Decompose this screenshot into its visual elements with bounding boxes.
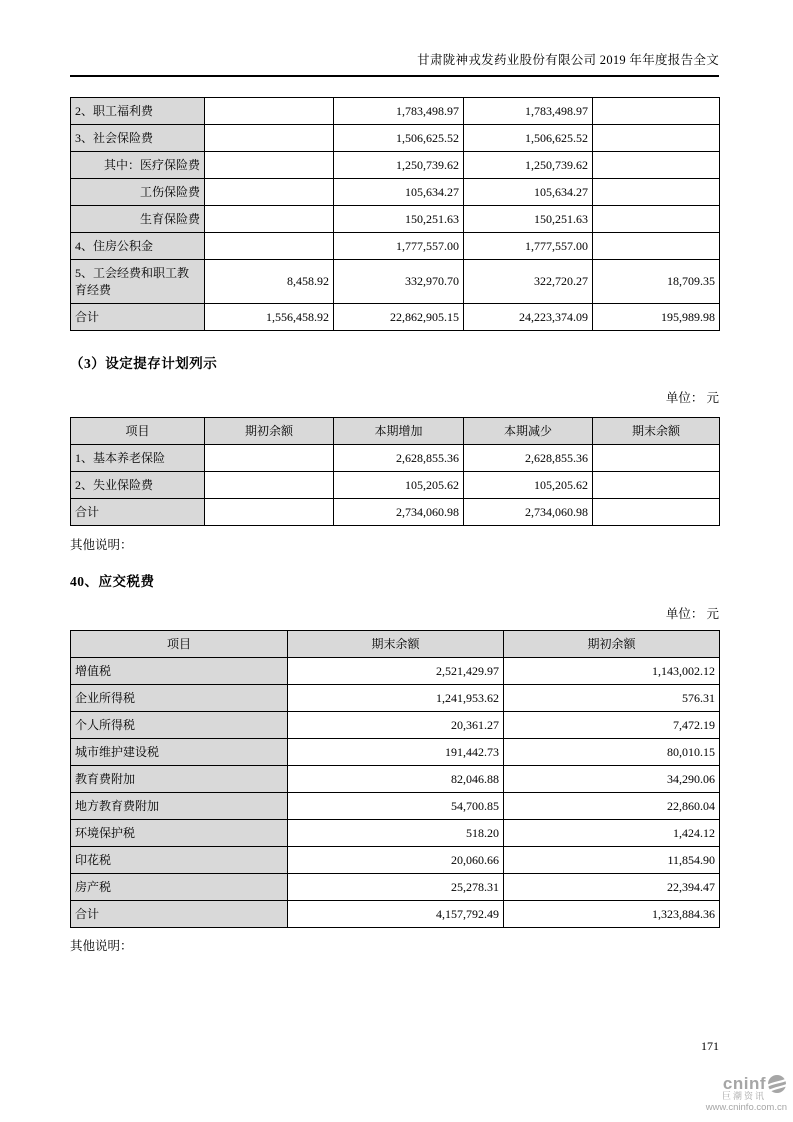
row-label: 4、住房公积金 xyxy=(71,233,205,260)
table-row xyxy=(71,847,720,874)
cell-value: 1,143,002.12 xyxy=(504,658,720,685)
cell-value xyxy=(205,206,334,233)
cell-value: 2,521,429.97 xyxy=(288,658,504,685)
cell-value: 20,060.66 xyxy=(288,847,504,874)
cell-value: 4,157,792.49 xyxy=(288,901,504,928)
cell-value xyxy=(205,233,334,260)
row-label: 城市维护建设税 xyxy=(71,739,288,766)
row-label: 印花税 xyxy=(71,847,288,874)
cell-value: 22,862,905.15 xyxy=(334,304,464,331)
table-row xyxy=(71,793,720,820)
row-label: 个人所得税 xyxy=(71,712,288,739)
cell-value: 22,394.47 xyxy=(504,874,720,901)
table-row xyxy=(71,685,720,712)
row-label: 1、基本养老保险 xyxy=(71,445,205,472)
cell-value: 1,783,498.97 xyxy=(464,98,593,125)
table-row xyxy=(71,820,720,847)
cell-value xyxy=(593,206,720,233)
column-header: 本期减少 xyxy=(464,418,593,445)
table-row xyxy=(71,658,720,685)
cell-value xyxy=(205,125,334,152)
row-label: 5、工会经费和职工教育经费 xyxy=(71,260,205,304)
cell-value xyxy=(593,125,720,152)
column-header: 本期增加 xyxy=(334,418,464,445)
cell-value: 24,223,374.09 xyxy=(464,304,593,331)
cell-value: 11,854.90 xyxy=(504,847,720,874)
row-label: 地方教育费附加 xyxy=(71,793,288,820)
table-row xyxy=(71,206,720,233)
row-label: 合计 xyxy=(71,304,205,331)
other-note: 其他说明： xyxy=(70,939,133,953)
table-header-row xyxy=(71,418,720,445)
row-label: 增值税 xyxy=(71,658,288,685)
cell-value: 105,634.27 xyxy=(464,179,593,206)
cell-value: 150,251.63 xyxy=(464,206,593,233)
cninfo-swirl-icon xyxy=(767,1074,787,1094)
row-label: 合计 xyxy=(71,499,205,526)
row-label: 2、职工福利费 xyxy=(71,98,205,125)
table-row xyxy=(71,766,720,793)
cell-value xyxy=(593,472,720,499)
cninfo-logo xyxy=(706,1074,787,1113)
cninfo-brand-text: cninf xyxy=(722,1073,766,1093)
row-label: 房产税 xyxy=(71,874,288,901)
table-row xyxy=(71,233,720,260)
cell-value xyxy=(205,179,334,206)
cell-value: 2,734,060.98 xyxy=(464,499,593,526)
cell-value: 80,010.15 xyxy=(504,739,720,766)
cell-value: 518.20 xyxy=(288,820,504,847)
cell-value xyxy=(593,445,720,472)
cell-value: 1,506,625.52 xyxy=(464,125,593,152)
row-label: 企业所得税 xyxy=(71,685,288,712)
table-row xyxy=(71,874,720,901)
row-label: 教育费附加 xyxy=(71,766,288,793)
row-label: 其中：医疗保险费 xyxy=(71,152,205,179)
cell-value xyxy=(205,98,334,125)
table-row-total xyxy=(71,499,720,526)
cell-value: 191,442.73 xyxy=(288,739,504,766)
cell-value: 150,251.63 xyxy=(334,206,464,233)
cell-value xyxy=(593,179,720,206)
table-row xyxy=(71,739,720,766)
cell-value: 1,424.12 xyxy=(504,820,720,847)
cell-value: 8,458.92 xyxy=(205,260,334,304)
cell-value: 82,046.88 xyxy=(288,766,504,793)
cell-value: 105,634.27 xyxy=(334,179,464,206)
employee-compensation-table xyxy=(70,97,720,331)
cell-value: 22,860.04 xyxy=(504,793,720,820)
column-header: 项目 xyxy=(71,418,205,445)
cell-value: 18,709.35 xyxy=(593,260,720,304)
row-label: 生育保险费 xyxy=(71,206,205,233)
cell-value: 1,777,557.00 xyxy=(464,233,593,260)
row-label: 合计 xyxy=(71,901,288,928)
cninfo-chinese-name: 巨潮资讯 xyxy=(721,1091,766,1101)
cell-value: 195,989.98 xyxy=(593,304,720,331)
cninfo-url: www.cninfo.com.cn xyxy=(705,1101,787,1113)
column-header: 项目 xyxy=(71,631,288,658)
unit-note: 单位： 元 xyxy=(665,391,719,405)
cell-value xyxy=(205,472,334,499)
column-header: 期末余额 xyxy=(593,418,720,445)
cell-value: 54,700.85 xyxy=(288,793,504,820)
cell-value: 2,628,855.36 xyxy=(464,445,593,472)
table-row xyxy=(71,472,720,499)
cell-value: 2,734,060.98 xyxy=(334,499,464,526)
cell-value: 1,250,739.62 xyxy=(334,152,464,179)
column-header: 期初余额 xyxy=(504,631,720,658)
table-row xyxy=(71,98,720,125)
cell-value: 332,970.70 xyxy=(334,260,464,304)
defined-contribution-table xyxy=(70,417,720,526)
cell-value xyxy=(205,499,334,526)
page-number: 171 xyxy=(701,1039,719,1053)
row-label: 环境保护税 xyxy=(71,820,288,847)
cell-value xyxy=(593,152,720,179)
cell-value: 1,777,557.00 xyxy=(334,233,464,260)
cell-value: 25,278.31 xyxy=(288,874,504,901)
cell-value xyxy=(593,98,720,125)
cell-value: 1,250,739.62 xyxy=(464,152,593,179)
section-heading-defined-contribution: （3）设定提存计划列示 xyxy=(70,356,218,371)
cell-value: 576.31 xyxy=(504,685,720,712)
taxes-payable-table xyxy=(70,630,720,928)
table-row xyxy=(71,152,720,179)
table-row-total xyxy=(71,901,720,928)
cell-value: 322,720.27 xyxy=(464,260,593,304)
cell-value: 1,241,953.62 xyxy=(288,685,504,712)
section-heading-taxes-payable: 40、应交税费 xyxy=(70,574,155,589)
cell-value xyxy=(593,233,720,260)
row-label: 3、社会保险费 xyxy=(71,125,205,152)
cell-value: 20,361.27 xyxy=(288,712,504,739)
column-header: 期初余额 xyxy=(205,418,334,445)
column-header: 期末余额 xyxy=(288,631,504,658)
table-row xyxy=(71,260,720,304)
table-header-row xyxy=(71,631,720,658)
table-row xyxy=(71,125,720,152)
cell-value: 105,205.62 xyxy=(464,472,593,499)
cell-value: 1,323,884.36 xyxy=(504,901,720,928)
table-row xyxy=(71,179,720,206)
other-note: 其他说明： xyxy=(70,538,133,552)
cell-value: 1,506,625.52 xyxy=(334,125,464,152)
cell-value: 105,205.62 xyxy=(334,472,464,499)
table-row-total xyxy=(71,304,720,331)
document-header-title: 甘肃陇神戎发药业股份有限公司 2019 年年度报告全文 xyxy=(70,50,719,77)
table-row xyxy=(71,712,720,739)
cell-value: 1,556,458.92 xyxy=(205,304,334,331)
cell-value xyxy=(205,152,334,179)
unit-note: 单位： 元 xyxy=(665,607,719,621)
cell-value: 1,783,498.97 xyxy=(334,98,464,125)
cell-value: 2,628,855.36 xyxy=(334,445,464,472)
cell-value: 34,290.06 xyxy=(504,766,720,793)
row-label: 工伤保险费 xyxy=(71,179,205,206)
cell-value xyxy=(205,445,334,472)
table-row xyxy=(71,445,720,472)
cell-value: 7,472.19 xyxy=(504,712,720,739)
cell-value xyxy=(593,499,720,526)
row-label: 2、失业保险费 xyxy=(71,472,205,499)
